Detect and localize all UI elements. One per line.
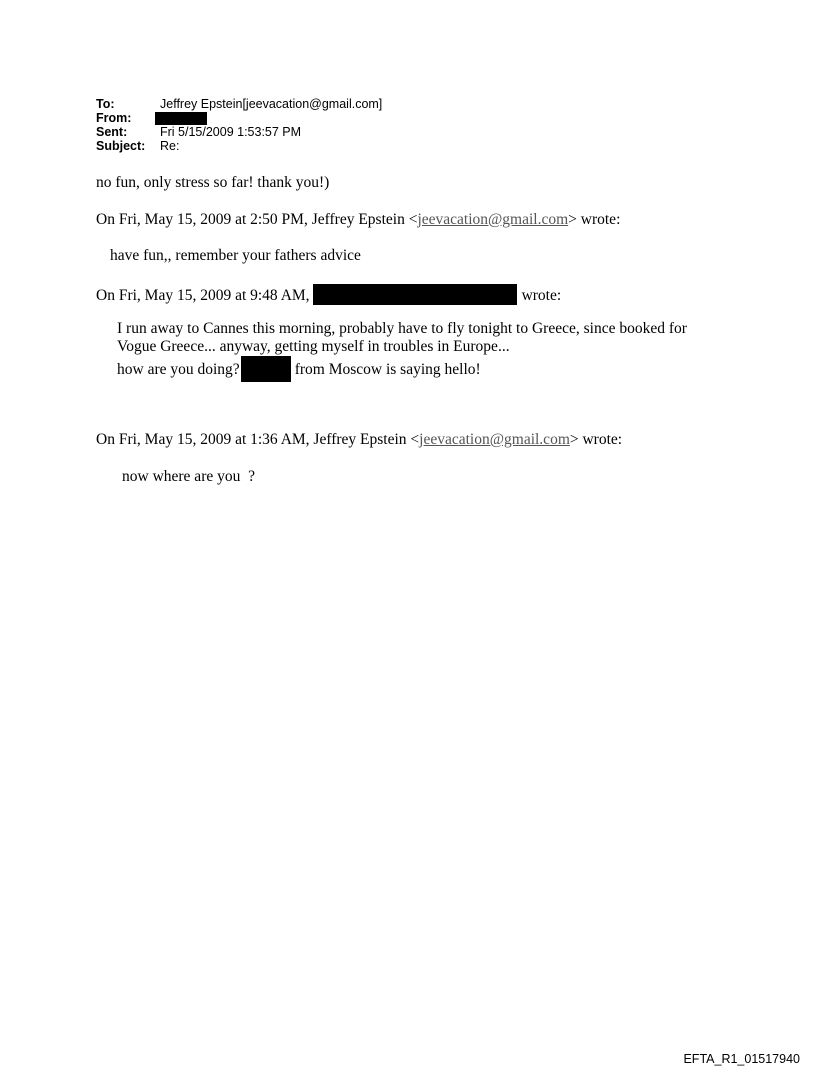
quote1-text: have fun,, remember your fathers advice: [110, 247, 361, 264]
quote1-attribution-suffix: > wrote:: [568, 211, 621, 228]
quote2-line3: [117, 356, 481, 382]
redaction-box: [241, 356, 291, 382]
quote3-attribution-prefix: On Fri, May 15, 2009 at 1:36 AM, Jeffrey Epstein <: [96, 431, 420, 448]
quote2-line3-prefix: how are you doing?: [117, 361, 240, 378]
quote2-attribution: [96, 284, 561, 305]
to-value: Jeffrey Epstein[jeevacation@gmail.com]: [160, 97, 383, 111]
quote1-attribution: [96, 211, 620, 229]
quote2-line3-suffix: from Moscow is saying hello!: [294, 361, 481, 378]
subject-label: Subject:: [96, 139, 146, 153]
sent-label: Sent:: [96, 125, 128, 139]
subject-value: Re:: [160, 139, 180, 153]
quote1-email-link[interactable]: jeevacation@gmail.com: [417, 211, 569, 228]
sent-value: Fri 5/15/2009 1:53:57 PM: [160, 125, 302, 139]
quote3-text: now where are you ?: [122, 468, 255, 485]
quote2-line2: Vogue Greece... anyway, getting myself in troubles in Europe...: [117, 338, 510, 355]
quote3-attribution-suffix: > wrote:: [569, 431, 623, 448]
from-value: [160, 111, 207, 125]
to-label: To:: [96, 97, 115, 111]
from-label: From:: [96, 111, 132, 125]
quote2-attribution-prefix: On Fri, May 15, 2009 at 9:48 AM,: [96, 287, 310, 304]
quote3-email-link[interactable]: jeevacation@gmail.com: [419, 431, 570, 448]
reply-text: no fun, only stress so far! thank you!): [96, 174, 330, 191]
redaction-box: [313, 284, 517, 305]
quote3-attribution: [96, 431, 622, 449]
document-id: EFTA_R1_01517940: [683, 1052, 800, 1066]
quote1-attribution-prefix: On Fri, May 15, 2009 at 2:50 PM, Jeffrey Epstein <: [96, 211, 418, 228]
redaction-box: [155, 112, 207, 125]
quote2-line1: I run away to Cannes this morning, probably have to fly tonight to Greece, since booked for: [117, 320, 687, 337]
quote2-attribution-suffix: wrote:: [521, 287, 562, 304]
